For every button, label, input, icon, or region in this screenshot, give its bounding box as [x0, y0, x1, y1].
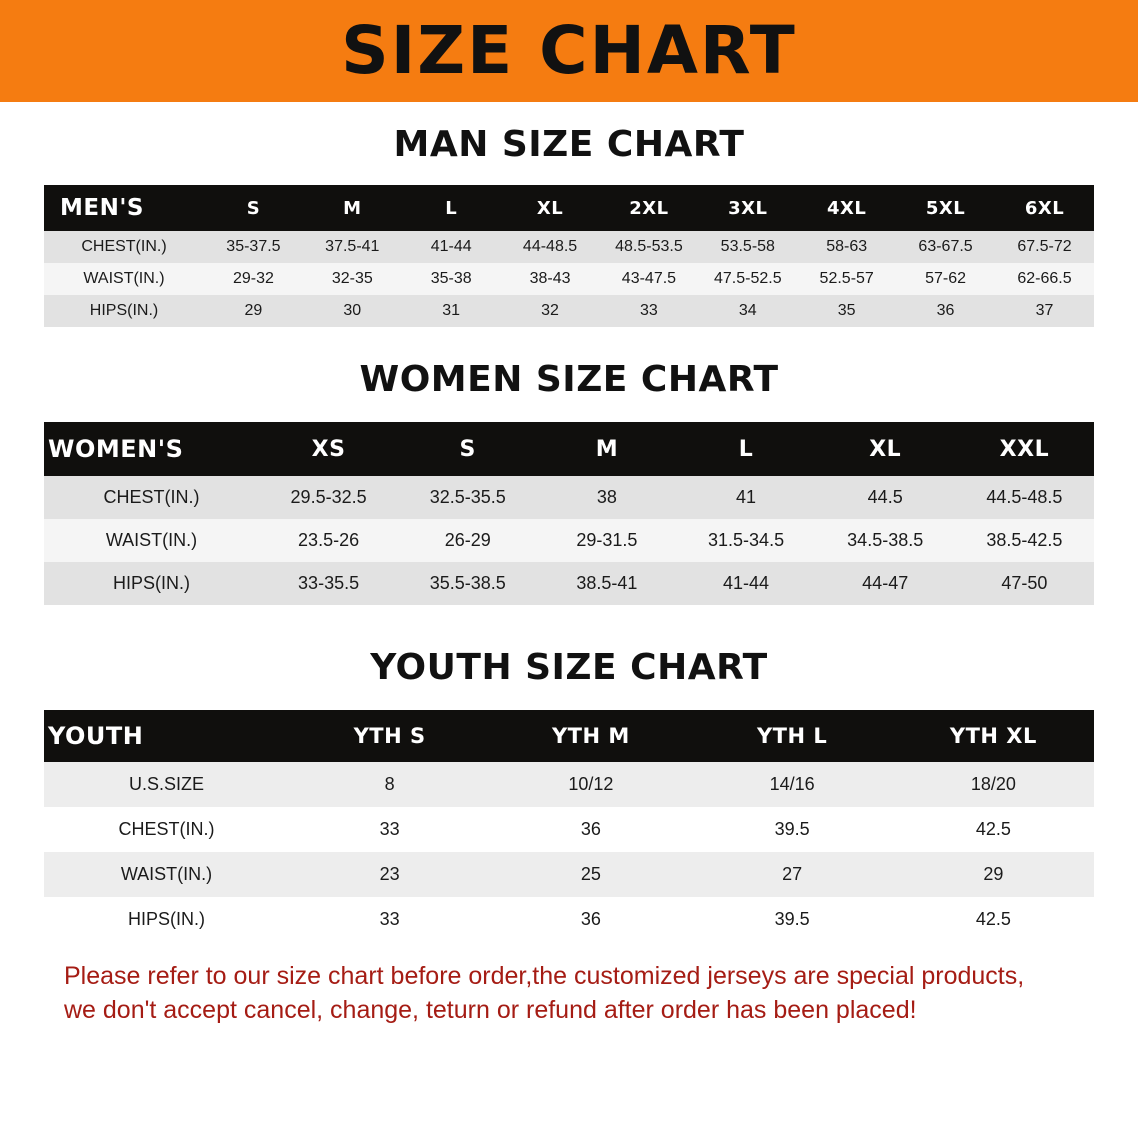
cell: 14/16: [692, 762, 893, 807]
cell: 29.5-32.5: [259, 476, 398, 519]
cell: 63-67.5: [896, 231, 995, 263]
col-header-3xl: 3XL: [698, 185, 797, 231]
cell: 33: [600, 295, 699, 327]
disclaimer-note: [64, 960, 1074, 1028]
cell: 38.5-42.5: [955, 519, 1094, 562]
cell: 41-44: [676, 562, 815, 605]
cell: 29: [893, 852, 1094, 897]
cell: 34.5-38.5: [816, 519, 955, 562]
col-header-yth-m: YTH M: [490, 710, 691, 762]
table-row: [44, 897, 1094, 942]
cell: 67.5-72: [995, 231, 1094, 263]
page-banner: [0, 0, 1138, 102]
cell: 23: [289, 852, 490, 897]
cell: 33: [289, 807, 490, 852]
col-header-5xl: 5XL: [896, 185, 995, 231]
col-header-womens: WOMEN'S: [44, 422, 259, 476]
cell: 26-29: [398, 519, 537, 562]
cell: 37: [995, 295, 1094, 327]
cell: 27: [692, 852, 893, 897]
women-size-table: [44, 422, 1094, 605]
cell: 42.5: [893, 807, 1094, 852]
cell: 58-63: [797, 231, 896, 263]
col-header-4xl: 4XL: [797, 185, 896, 231]
table-header-row: [44, 185, 1094, 231]
cell: 53.5-58: [698, 231, 797, 263]
cell: 44.5: [816, 476, 955, 519]
cell: 36: [490, 807, 691, 852]
col-header-l: L: [676, 422, 815, 476]
cell: 42.5: [893, 897, 1094, 942]
cell: 8: [289, 762, 490, 807]
cell: 36: [896, 295, 995, 327]
col-header-xs: XS: [259, 422, 398, 476]
table-row: [44, 476, 1094, 519]
cell: 37.5-41: [303, 231, 402, 263]
cell: 38.5-41: [537, 562, 676, 605]
women-section-title: WOMEN SIZE CHART: [359, 359, 779, 400]
col-header-yth-s: YTH S: [289, 710, 490, 762]
col-header-xl: XL: [816, 422, 955, 476]
table-row: [44, 807, 1094, 852]
cell: 47-50: [955, 562, 1094, 605]
youth-section-title: YOUTH SIZE CHART: [370, 647, 768, 688]
cell: 31.5-34.5: [676, 519, 815, 562]
cell: 35.5-38.5: [398, 562, 537, 605]
disclaimer-line-2: we don't accept cancel, change, teturn or refund after order has been placed!: [64, 995, 917, 1024]
col-header-6xl: 6XL: [995, 185, 1094, 231]
table-row: [44, 231, 1094, 263]
col-header-xl: XL: [501, 185, 600, 231]
cell: 57-62: [896, 263, 995, 295]
cell: 35: [797, 295, 896, 327]
cell: 62-66.5: [995, 263, 1094, 295]
man-size-table: [44, 185, 1094, 327]
row-label-us-size: U.S.SIZE: [44, 762, 289, 807]
table-row: [44, 562, 1094, 605]
cell: 10/12: [490, 762, 691, 807]
cell: 18/20: [893, 762, 1094, 807]
col-header-s: S: [204, 185, 303, 231]
cell: 47.5-52.5: [698, 263, 797, 295]
cell: 29-32: [204, 263, 303, 295]
cell: 35-37.5: [204, 231, 303, 263]
cell: 32-35: [303, 263, 402, 295]
cell: 44-48.5: [501, 231, 600, 263]
cell: 44.5-48.5: [955, 476, 1094, 519]
cell: 38-43: [501, 263, 600, 295]
cell: 34: [698, 295, 797, 327]
row-label-waist: WAIST(IN.): [44, 519, 259, 562]
cell: 32.5-35.5: [398, 476, 537, 519]
cell: 23.5-26: [259, 519, 398, 562]
youth-size-table: [44, 710, 1094, 942]
cell: 41: [676, 476, 815, 519]
row-label-waist: WAIST(IN.): [44, 263, 204, 295]
col-header-mens: MEN'S: [44, 185, 204, 231]
table-row: [44, 519, 1094, 562]
man-size-table-wrap: [44, 185, 1094, 327]
row-label-hips: HIPS(IN.): [44, 897, 289, 942]
disclaimer-line-1: Please refer to our size chart before order,the customized jerseys are special products,: [64, 962, 1025, 990]
cell: 29-31.5: [537, 519, 676, 562]
cell: 48.5-53.5: [600, 231, 699, 263]
cell: 41-44: [402, 231, 501, 263]
row-label-chest: CHEST(IN.): [44, 807, 289, 852]
cell: 52.5-57: [797, 263, 896, 295]
cell: 33-35.5: [259, 562, 398, 605]
col-header-2xl: 2XL: [600, 185, 699, 231]
cell: 25: [490, 852, 691, 897]
col-header-m: M: [537, 422, 676, 476]
row-label-hips: HIPS(IN.): [44, 562, 259, 605]
col-header-youth: YOUTH: [44, 710, 289, 762]
table-header-row: [44, 422, 1094, 476]
table-row: [44, 295, 1094, 327]
youth-size-table-wrap: [44, 710, 1094, 942]
row-label-chest: CHEST(IN.): [44, 231, 204, 263]
man-section-title: MAN SIZE CHART: [393, 124, 745, 165]
cell: 38: [537, 476, 676, 519]
table-row: [44, 852, 1094, 897]
cell: 31: [402, 295, 501, 327]
cell: 32: [501, 295, 600, 327]
table-row: [44, 762, 1094, 807]
col-header-m: M: [303, 185, 402, 231]
cell: 29: [204, 295, 303, 327]
table-row: [44, 263, 1094, 295]
cell: 44-47: [816, 562, 955, 605]
col-header-xxl: XXL: [955, 422, 1094, 476]
col-header-yth-l: YTH L: [692, 710, 893, 762]
cell: 33: [289, 897, 490, 942]
cell: 35-38: [402, 263, 501, 295]
cell: 30: [303, 295, 402, 327]
row-label-waist: WAIST(IN.): [44, 852, 289, 897]
page-title: SIZE CHART: [341, 12, 797, 89]
table-header-row: [44, 710, 1094, 762]
women-size-table-wrap: [44, 422, 1094, 605]
col-header-l: L: [402, 185, 501, 231]
cell: 36: [490, 897, 691, 942]
cell: 39.5: [692, 807, 893, 852]
cell: 39.5: [692, 897, 893, 942]
row-label-chest: CHEST(IN.): [44, 476, 259, 519]
cell: 43-47.5: [600, 263, 699, 295]
col-header-s: S: [398, 422, 537, 476]
row-label-hips: HIPS(IN.): [44, 295, 204, 327]
col-header-yth-xl: YTH XL: [893, 710, 1094, 762]
